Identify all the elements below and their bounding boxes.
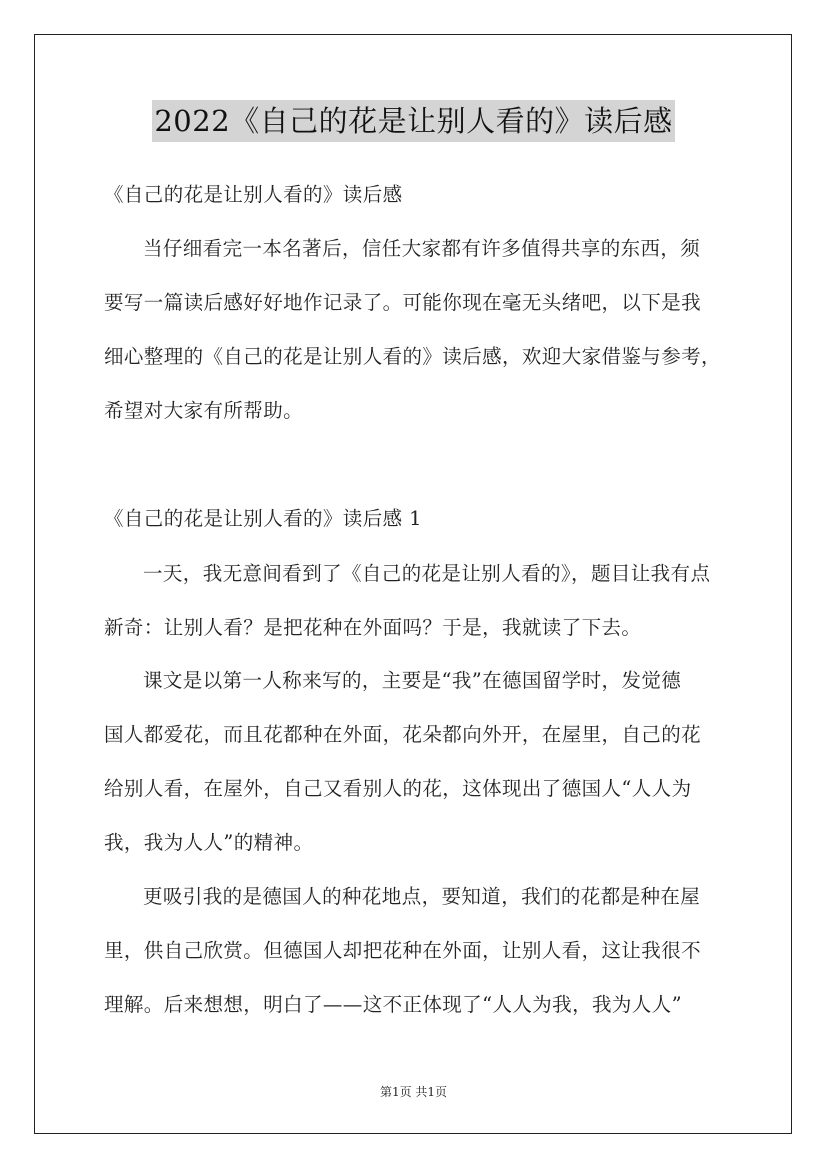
intro-line-4: 希望对大家有所帮助。 bbox=[104, 399, 304, 422]
body-line-6: 我，我为人人”的精神。 bbox=[104, 831, 314, 854]
body-line-4: 国人都爱花，而且花都种在外面，花朵都向外开，在屋里，自己的花 bbox=[104, 723, 702, 746]
body-line-3: 课文是以第一人称来写的，主要是“我”在德国留学时，发觉德 bbox=[143, 669, 682, 692]
body-line-1: 一天，我无意间看到了《自己的花是让别人看的》，题目让我有点 bbox=[143, 562, 711, 585]
body-line-2: 新奇：让别人看？是把花种在外面吗？于是，我就读了下去。 bbox=[104, 616, 642, 639]
section-heading: 《自己的花是让别人看的》读后感 1 bbox=[104, 507, 422, 530]
document-subtitle: 《自己的花是让别人看的》读后感 bbox=[104, 183, 403, 206]
body-line-7: 更吸引我的是德国人的种花地点，要知道，我们的花都是种在屋 bbox=[143, 885, 701, 908]
body-line-9: 理解。后来想想，明白了——这不正体现了“人人为我，我为人人” bbox=[104, 993, 682, 1016]
intro-line-1: 当仔细看完一本名著后，信任大家都有许多值得共享的东西，须 bbox=[143, 237, 701, 260]
page-footer: 第1页 共1页 bbox=[379, 1085, 448, 1099]
body-line-8: 里，供自己欣赏。但德国人却把花种在外面，让别人看，这让我很不 bbox=[104, 939, 702, 962]
body-line-5: 给别人看，在屋外，自己又看别人的花，这体现出了德国人“人人为 bbox=[104, 777, 692, 800]
intro-line-2: 要写一篇读后感好好地作记录了。可能你现在毫无头绪吧，以下是我 bbox=[104, 291, 702, 314]
intro-line-3: 细心整理的《自己的花是让别人看的》读后感，欢迎大家借鉴与参考， bbox=[104, 345, 721, 368]
document-title: 2022《自己的花是让别人看的》读后感 bbox=[152, 100, 674, 142]
title-container bbox=[0, 100, 827, 142]
